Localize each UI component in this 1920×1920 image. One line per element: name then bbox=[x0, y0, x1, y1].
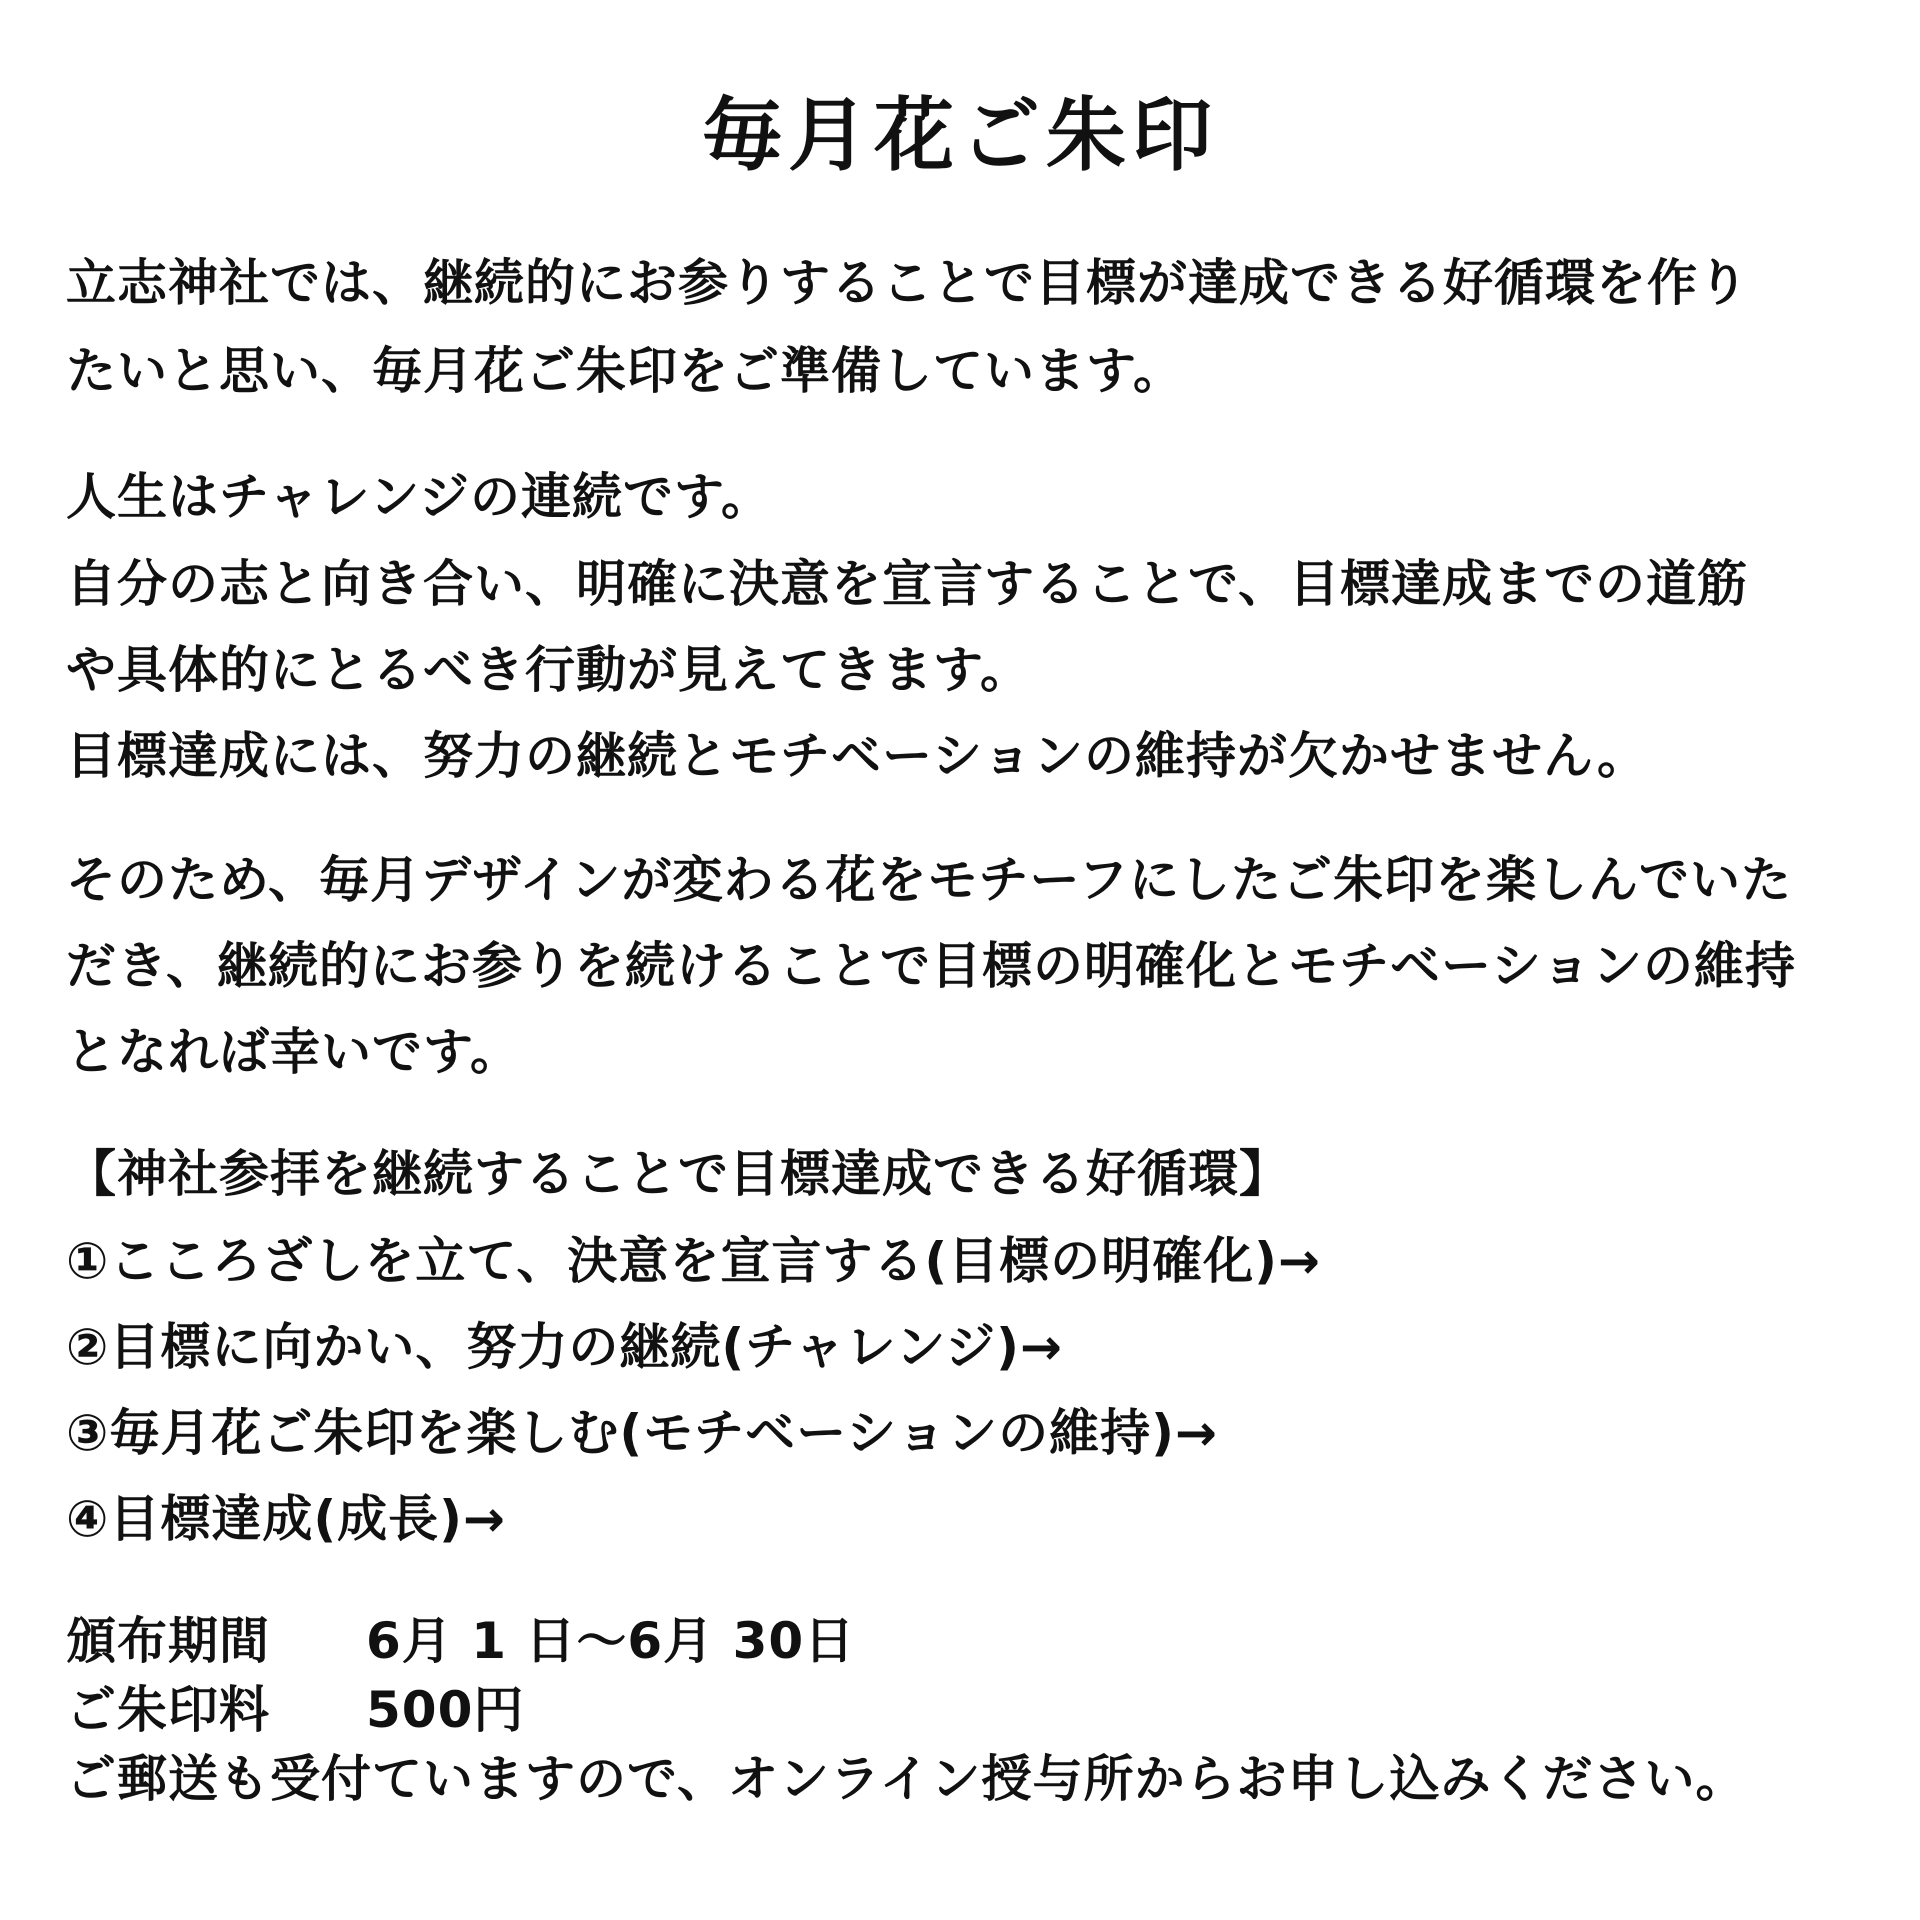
body-line-4: 目標達成には、努力の継続とモチベーションの維持が欠かせません。 bbox=[66, 727, 1648, 785]
cycle-heading: 【神社参拝を継続することで目標達成できる好循環】 bbox=[66, 1145, 1290, 1203]
period-value: 6月 1 日〜6月 30日 bbox=[366, 1612, 856, 1670]
period-row bbox=[66, 1608, 1866, 1674]
purpose-line-1: そのため、毎月デザインが変わる花をモチーフにしたご朱印を楽しんでいた bbox=[66, 851, 1792, 909]
fee-value: 500円 bbox=[366, 1681, 525, 1739]
cycle-step-1: ①こころざしを立て、決意を宣言する(目標の明確化)→ bbox=[66, 1232, 1321, 1290]
purpose-line-2: だき、継続的にお参りを続けることで目標の明確化とモチベーションの維持 bbox=[66, 937, 1796, 995]
cycle-step-4: ④目標達成(成長)→ bbox=[66, 1490, 506, 1548]
mail-note: ご郵送も受付ていますので、オンライン授与所からお申し込みください。 bbox=[66, 1750, 1747, 1808]
page-title: 毎月花ご朱印 bbox=[702, 89, 1218, 182]
cycle-step-2: ②目標に向かい、努力の継続(チャレンジ)→ bbox=[66, 1318, 1063, 1376]
fee-row bbox=[66, 1677, 1866, 1743]
fee-label: ご朱印料 bbox=[66, 1681, 270, 1739]
body-line-3: や具体的にとるべき行動が見えてきます。 bbox=[66, 641, 1031, 699]
intro-line-2: たいと思い、毎月花ご朱印をご準備しています。 bbox=[66, 342, 1184, 400]
purpose-line-3: となれば幸いです。 bbox=[66, 1023, 521, 1081]
body-line-2: 自分の志と向き合い、明確に決意を宣言することで、目標達成までの道筋 bbox=[66, 555, 1748, 613]
body-line-1: 人生はチャレンジの連続です。 bbox=[66, 468, 772, 526]
intro-line-1: 立志神社では、継続的にお参りすることで目標が達成できる好循環を作り bbox=[66, 254, 1749, 312]
cycle-step-3: ③毎月花ご朱印を楽しむ(モチベーションの維持)→ bbox=[66, 1404, 1218, 1462]
period-label: 頒布期間 bbox=[66, 1612, 270, 1670]
